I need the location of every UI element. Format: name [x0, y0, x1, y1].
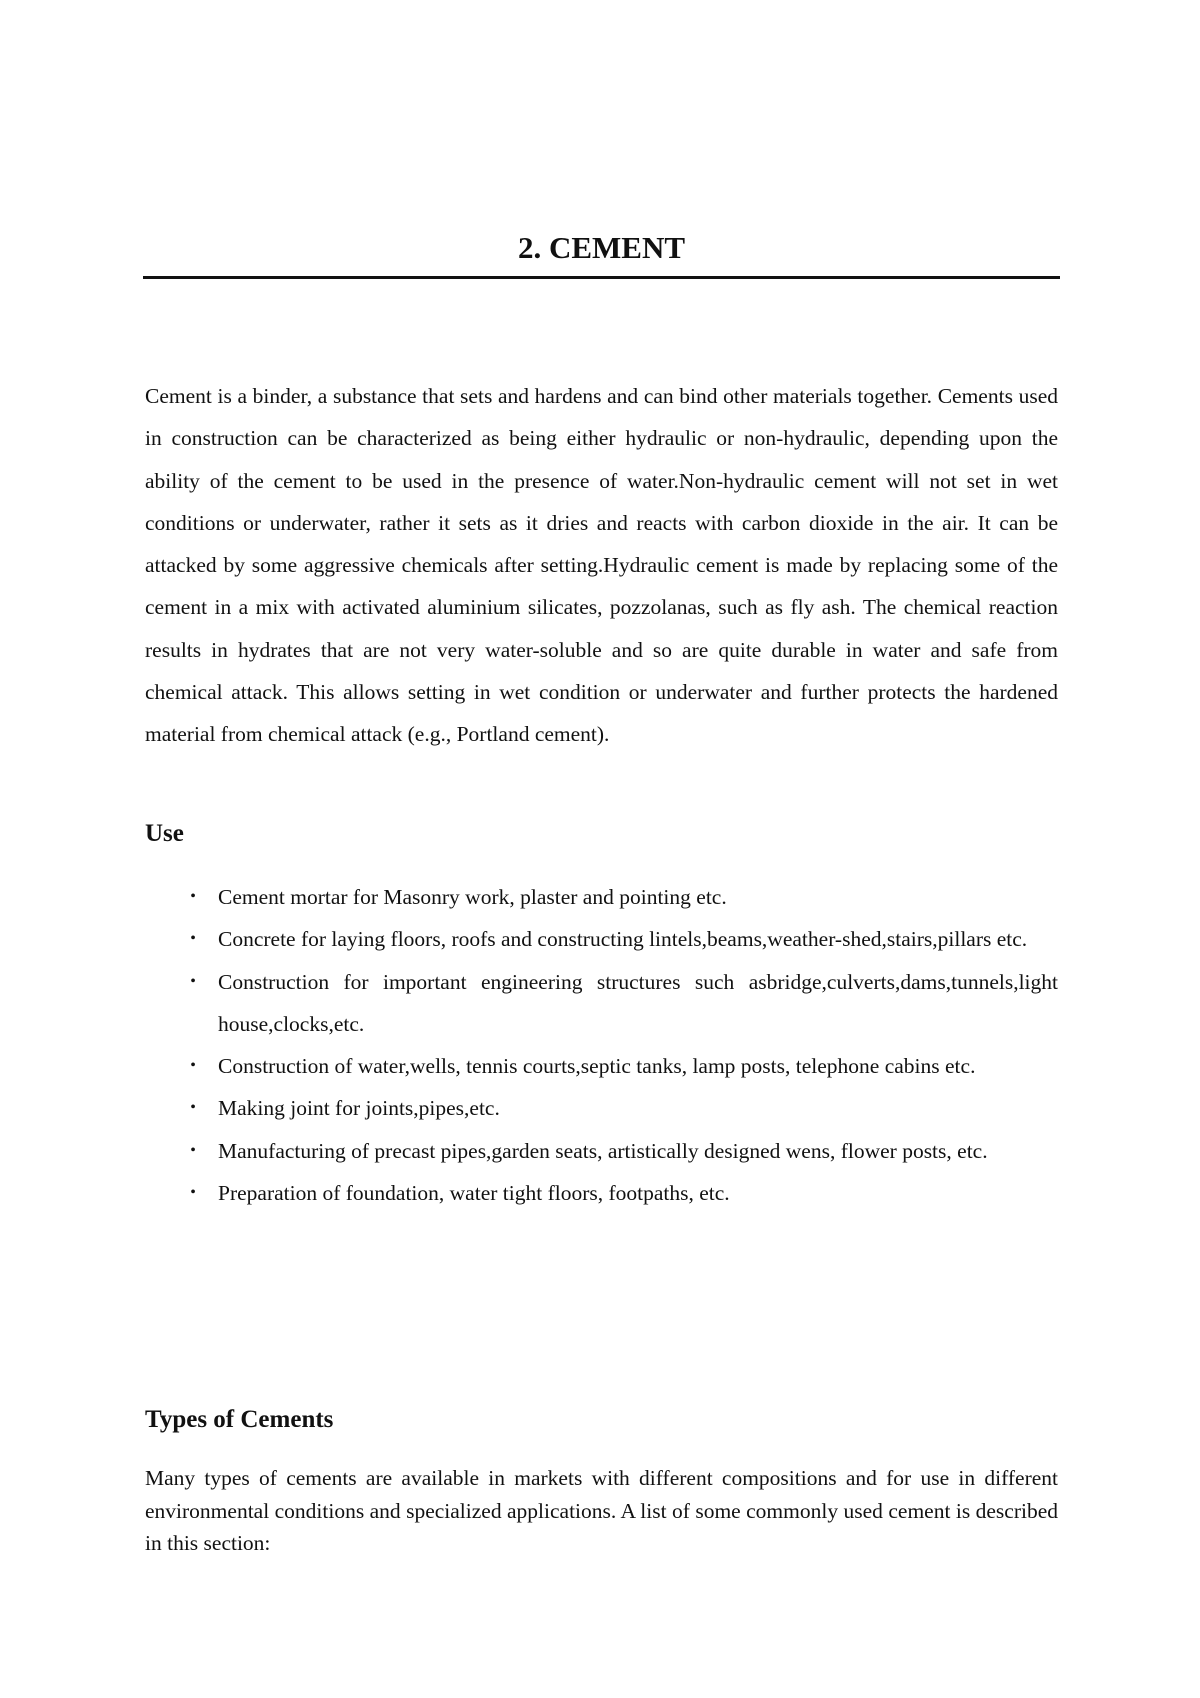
bullet-icon: • — [190, 888, 196, 905]
bullet-icon: • — [190, 972, 196, 990]
list-item — [145, 1087, 1058, 1129]
list-item — [145, 1172, 1058, 1214]
list-item-text: Construction of water,wells, tennis courts,septic tanks, lamp posts, telephone cabins etc. — [218, 1054, 976, 1079]
list-item — [145, 876, 1058, 918]
list-item-text: Making joint for joints,pipes,etc. — [218, 1096, 500, 1121]
list-item — [145, 961, 1058, 1046]
list-item — [145, 1045, 1058, 1087]
list-item-text: Cement mortar for Masonry work, plaster and pointing etc. — [218, 885, 727, 909]
list-item — [145, 1130, 1058, 1172]
list-item-text: Preparation of foundation, water tight floors, footpaths, etc. — [218, 1181, 730, 1206]
types-paragraph: Many types of cements are available in markets with different compositions and for use in different environmental conditions and specialized applications. A list of some commonly used cement is described in this section: — [145, 1466, 1058, 1555]
title-underline-rule — [143, 276, 1060, 279]
bullet-icon: • — [190, 1057, 196, 1075]
use-list — [145, 876, 1058, 1214]
bullet-icon: • — [190, 1099, 196, 1117]
types-heading: Types of Cements — [145, 1406, 334, 1433]
list-item-text: Concrete for laying floors, roofs and constructing lintels,beams,weather-shed,stairs,pillars etc. — [218, 927, 1028, 952]
list-item-text: Construction for important engineering structures such asbridge,culverts,dams,tunnels,light house,clocks,etc. — [218, 969, 1058, 1036]
intro-paragraph: Cement is a binder, a substance that sets and hardens and can bind other materials together. Cements used in construction can be characterized as being either hydraulic or non-hydraulic, depending upon the ability of the cement to be used in the presence of water.Non-hydraulic cement will not set in wet conditions or underwater, rather it sets as it dries and reacts with carbon dioxide in the air. It can be attacked by some aggressive chemicals after setting.Hydraulic cement is made by replacing some of the cement in a mix with activated aluminium silicates, pozzolanas, such as fly ash. The chemical reaction results in hydrates that are not very water-soluble and so are quite durable in water and safe from chemical attack. This allows setting in wet condition or underwater and further protects the hardened material from chemical attack (e.g., Portland cement). — [145, 384, 1058, 747]
chapter-title: 2. CEMENT — [517, 230, 686, 265]
bullet-icon: • — [190, 1184, 196, 1202]
list-item-text: Manufacturing of precast pipes,garden seats, artistically designed wens, flower posts, etc. — [218, 1138, 988, 1163]
use-heading: Use — [145, 820, 184, 847]
list-item — [145, 918, 1058, 960]
bullet-icon: • — [190, 930, 196, 948]
bullet-icon: • — [190, 1141, 196, 1159]
